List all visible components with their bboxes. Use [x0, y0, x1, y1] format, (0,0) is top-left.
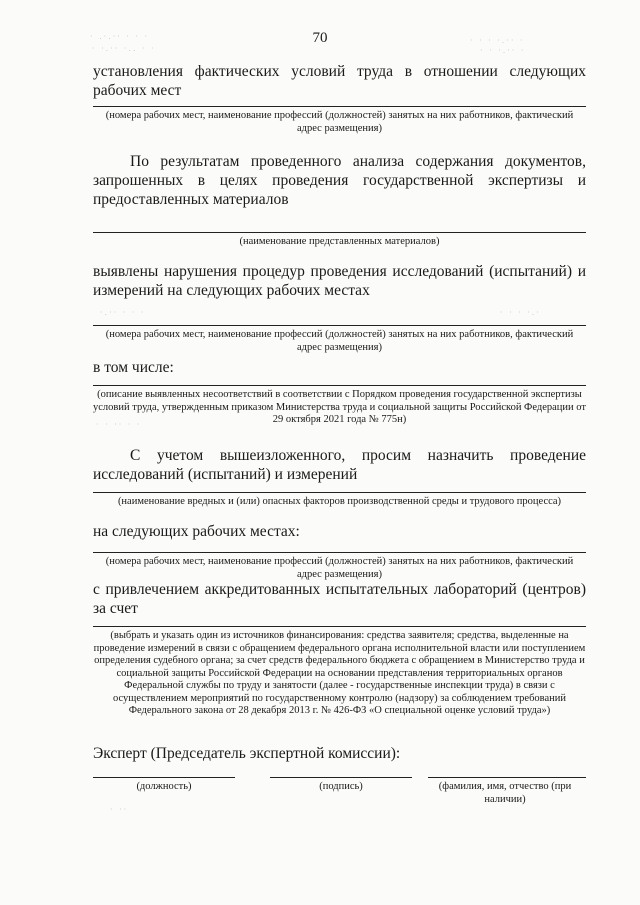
fill-line-factors[interactable]	[93, 492, 586, 493]
caption-workplaces-2: (номера рабочих мест, наименование профессий (должностей) занятых на них работников, фактический адрес размещения)	[105, 329, 574, 353]
caption-workplaces-3: (номера рабочих мест, наименование профессий (должностей) занятых на них работников, фактический адрес размещения)	[105, 556, 574, 580]
name-label: (фамилия, имя, отчество (при наличии)	[438, 781, 572, 805]
paragraph-request: С учетом вышеизложенного, просим назначить проведение исследований (испытаний) и измерений	[93, 447, 586, 483]
signature-line[interactable]	[270, 777, 412, 778]
scan-noise: · · · ·.·· ·	[470, 36, 525, 45]
name-line[interactable]	[428, 777, 586, 778]
fill-line-workplaces-2[interactable]	[93, 325, 586, 326]
scan-noise: ·.·· · · ·	[100, 308, 146, 317]
caption-discrepancies: (описание выявленных несоответствий в соответствии с Порядком проведения государственной экспертизы условий труда, утвержденным приказом Министерства труда и социальной защиты Российской Федерации от 29 октября 2021 года № 775н)	[93, 389, 586, 425]
caption-funding: (выбрать и указать один из источников финансирования: средства заявителя; средства, выделенные на проведение измерений в связи с обращением федерального органа исполнительной власти или поступлением определения судебного органа; за счет средств федерального бюджета с обращением в Министерство труда и социальной защиты Российской Федерации на основании представления территориальных органов Федеральной службы по труду и занятости (далее - государственные инспекции труда) в связи с осуществлением мероприятий по государственному контролю (надзору) за соблюдением требований Федерального закона от 28 декабря 2013 г. № 426-ФЗ «О специальной оценке условий труда»)	[93, 630, 586, 716]
paragraph-analysis: По результатам проведенного анализа содержания документов, запрошенных в целях проведения государственной экспертизы и предоставленных материалов	[93, 153, 586, 208]
position-line[interactable]	[93, 777, 235, 778]
scan-noise: · · ·.·· ·	[480, 46, 526, 55]
position-label: (должность)	[136, 781, 192, 792]
caption-factors: (наименование вредных и (или) опасных факторов производственной среды и трудового процесса)	[117, 496, 562, 507]
paragraph-workplaces: на следующих рабочих местах:	[93, 523, 300, 540]
caption-workplaces-1: (номера рабочих мест, наименование профессий (должностей) занятых на них работников, фактический адрес размещения)	[105, 110, 574, 134]
paragraph-laboratories: с привлечением аккредитованных испытательных лабораторий (центров) за счет	[93, 581, 586, 617]
scan-noise: · · ·· · ·	[96, 420, 142, 429]
fill-line-discrepancies[interactable]	[93, 385, 586, 386]
expert-heading: Эксперт (Председатель экспертной комиссии):	[93, 745, 401, 762]
paragraph-including: в том числе:	[93, 359, 174, 376]
paragraph-violations: выявлены нарушения процедур проведения исследований (испытаний) и измерений на следующих рабочих местах	[93, 263, 586, 299]
signature-label: (подпись)	[319, 781, 363, 792]
paragraph-conditions: установления фактических условий труда в отношении следующих рабочих мест	[93, 63, 586, 99]
fill-line-materials[interactable]	[93, 232, 586, 233]
page-number: 70	[312, 30, 328, 46]
scan-noise: · · · ·.·	[500, 308, 541, 317]
scan-noise: · .·.·· · · ·	[90, 32, 150, 41]
fill-line-funding[interactable]	[93, 626, 586, 627]
scan-noise: · ··	[110, 805, 129, 814]
caption-materials: (наименование представленных материалов)	[239, 236, 440, 247]
fill-line-workplaces-3[interactable]	[93, 552, 586, 553]
scan-noise: · ·.·· ·.. · ·	[92, 44, 156, 53]
fill-line-workplaces-1[interactable]	[93, 106, 586, 107]
